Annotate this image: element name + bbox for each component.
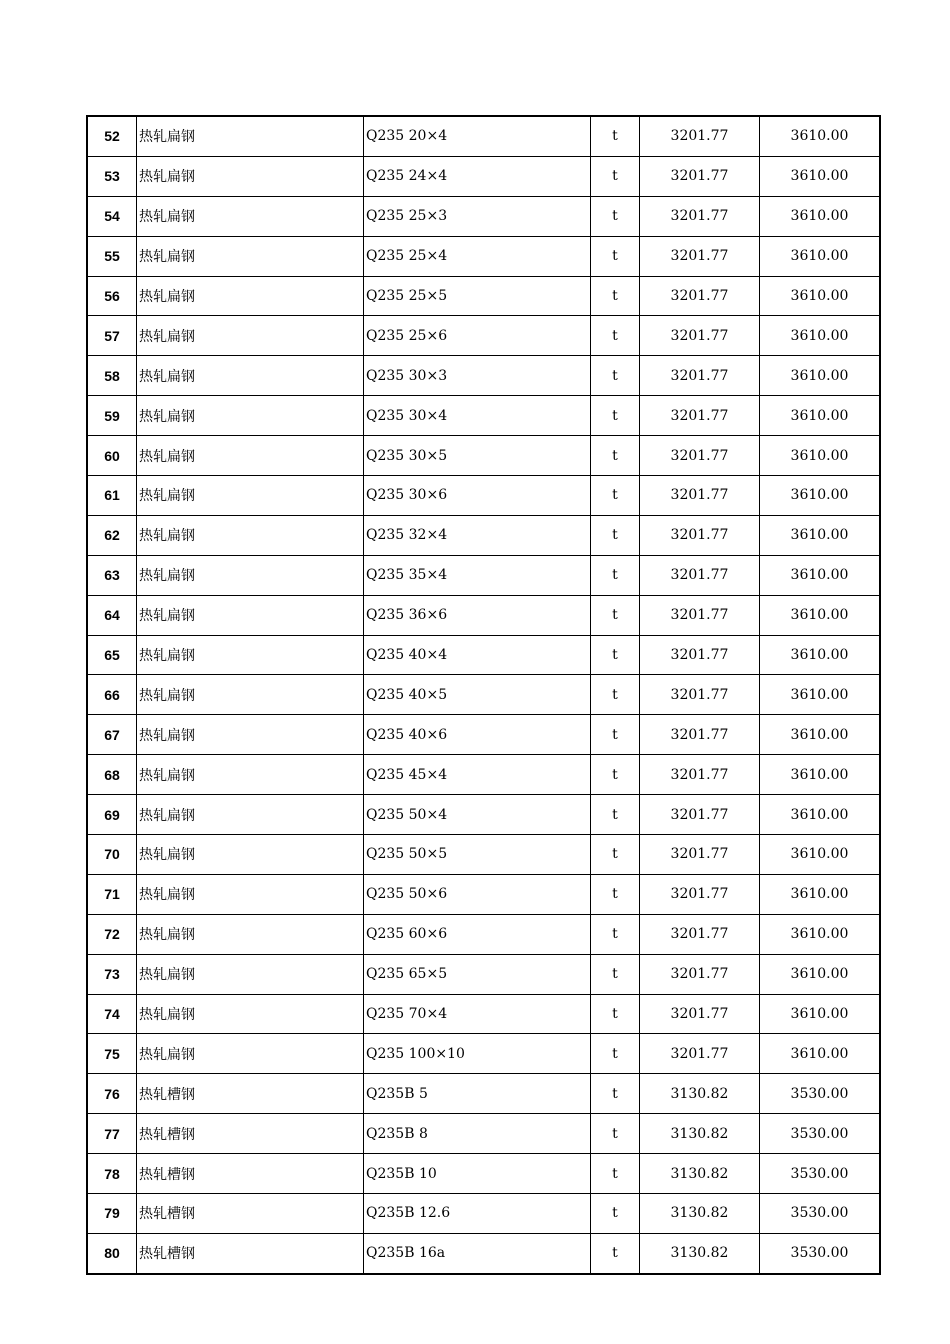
- row-number-cell: 60: [87, 436, 137, 476]
- material-spec-cell: Q235 70×4: [364, 994, 591, 1034]
- table-row: [87, 116, 880, 156]
- price-excl-cell: 3201.77: [640, 1034, 760, 1074]
- unit-cell: t: [591, 994, 640, 1034]
- material-name-cell: 热轧扁钢: [137, 476, 364, 516]
- table-row: [87, 1034, 880, 1074]
- unit-cell: t: [591, 595, 640, 635]
- material-spec-cell: Q235 40×4: [364, 635, 591, 675]
- table-row: [87, 914, 880, 954]
- table-row: [87, 874, 880, 914]
- price-incl-cell: 3610.00: [760, 196, 881, 236]
- table-row: [87, 595, 880, 635]
- price-incl-cell: 3610.00: [760, 675, 881, 715]
- price-excl-cell: 3201.77: [640, 755, 760, 795]
- table-row: [87, 954, 880, 994]
- material-name-cell: 热轧扁钢: [137, 835, 364, 875]
- table-row: [87, 795, 880, 835]
- material-spec-cell: Q235 25×4: [364, 236, 591, 276]
- material-spec-cell: Q235B 12.6: [364, 1194, 591, 1234]
- price-incl-cell: 3530.00: [760, 1194, 881, 1234]
- row-number-cell: 68: [87, 755, 137, 795]
- table-row: [87, 316, 880, 356]
- material-spec-cell: Q235 24×4: [364, 156, 591, 196]
- table-row: [87, 715, 880, 755]
- material-name-cell: 热轧扁钢: [137, 116, 364, 156]
- material-spec-cell: Q235 60×6: [364, 914, 591, 954]
- unit-cell: t: [591, 396, 640, 436]
- row-number-cell: 52: [87, 116, 137, 156]
- material-name-cell: 热轧扁钢: [137, 515, 364, 555]
- price-incl-cell: 3530.00: [760, 1114, 881, 1154]
- table-row: [87, 515, 880, 555]
- row-number-cell: 74: [87, 994, 137, 1034]
- table-row: [87, 196, 880, 236]
- table-row: [87, 835, 880, 875]
- price-excl-cell: 3130.82: [640, 1114, 760, 1154]
- material-name-cell: 热轧扁钢: [137, 436, 364, 476]
- material-spec-cell: Q235 40×5: [364, 675, 591, 715]
- price-incl-cell: 3610.00: [760, 1034, 881, 1074]
- unit-cell: t: [591, 1233, 640, 1273]
- material-name-cell: 热轧扁钢: [137, 156, 364, 196]
- material-name-cell: 热轧槽钢: [137, 1233, 364, 1273]
- material-name-cell: 热轧扁钢: [137, 555, 364, 595]
- row-number-cell: 57: [87, 316, 137, 356]
- material-name-cell: 热轧槽钢: [137, 1074, 364, 1114]
- row-number-cell: 61: [87, 476, 137, 516]
- price-incl-cell: 3610.00: [760, 356, 881, 396]
- row-number-cell: 73: [87, 954, 137, 994]
- price-excl-cell: 3130.82: [640, 1233, 760, 1273]
- price-incl-cell: 3610.00: [760, 396, 881, 436]
- material-spec-cell: Q235 50×4: [364, 795, 591, 835]
- table-row: [87, 555, 880, 595]
- table-row: [87, 396, 880, 436]
- material-spec-cell: Q235 30×4: [364, 396, 591, 436]
- row-number-cell: 71: [87, 874, 137, 914]
- unit-cell: t: [591, 1154, 640, 1194]
- price-incl-cell: 3610.00: [760, 795, 881, 835]
- material-spec-cell: Q235 30×6: [364, 476, 591, 516]
- table-row: [87, 1074, 880, 1114]
- row-number-cell: 75: [87, 1034, 137, 1074]
- material-spec-cell: Q235 50×5: [364, 835, 591, 875]
- row-number-cell: 79: [87, 1194, 137, 1234]
- unit-cell: t: [591, 635, 640, 675]
- unit-cell: t: [591, 874, 640, 914]
- material-spec-cell: Q235 32×4: [364, 515, 591, 555]
- row-number-cell: 67: [87, 715, 137, 755]
- price-excl-cell: 3201.77: [640, 476, 760, 516]
- material-name-cell: 热轧槽钢: [137, 1194, 364, 1234]
- unit-cell: t: [591, 1074, 640, 1114]
- price-excl-cell: 3201.77: [640, 396, 760, 436]
- price-incl-cell: 3610.00: [760, 156, 881, 196]
- material-name-cell: 热轧槽钢: [137, 1154, 364, 1194]
- price-incl-cell: 3610.00: [760, 994, 881, 1034]
- price-excl-cell: 3201.77: [640, 156, 760, 196]
- material-name-cell: 热轧扁钢: [137, 236, 364, 276]
- row-number-cell: 56: [87, 276, 137, 316]
- material-spec-cell: Q235 20×4: [364, 116, 591, 156]
- price-incl-cell: 3530.00: [760, 1074, 881, 1114]
- unit-cell: t: [591, 1034, 640, 1074]
- price-incl-cell: 3610.00: [760, 236, 881, 276]
- material-name-cell: 热轧扁钢: [137, 396, 364, 436]
- unit-cell: t: [591, 276, 640, 316]
- price-incl-cell: 3530.00: [760, 1154, 881, 1194]
- price-excl-cell: 3201.77: [640, 835, 760, 875]
- price-excl-cell: 3201.77: [640, 116, 760, 156]
- table-row: [87, 276, 880, 316]
- row-number-cell: 65: [87, 635, 137, 675]
- material-name-cell: 热轧扁钢: [137, 795, 364, 835]
- price-incl-cell: 3610.00: [760, 436, 881, 476]
- price-incl-cell: 3610.00: [760, 316, 881, 356]
- price-incl-cell: 3610.00: [760, 635, 881, 675]
- unit-cell: t: [591, 954, 640, 994]
- material-name-cell: 热轧扁钢: [137, 316, 364, 356]
- table-row: [87, 1114, 880, 1154]
- row-number-cell: 72: [87, 914, 137, 954]
- price-incl-cell: 3610.00: [760, 116, 881, 156]
- table-row: [87, 755, 880, 795]
- material-spec-cell: Q235 65×5: [364, 954, 591, 994]
- price-excl-cell: 3201.77: [640, 316, 760, 356]
- row-number-cell: 62: [87, 515, 137, 555]
- table-row: [87, 436, 880, 476]
- unit-cell: t: [591, 1194, 640, 1234]
- row-number-cell: 66: [87, 675, 137, 715]
- material-spec-cell: Q235 25×6: [364, 316, 591, 356]
- unit-cell: t: [591, 196, 640, 236]
- material-name-cell: 热轧扁钢: [137, 994, 364, 1034]
- price-excl-cell: 3201.77: [640, 276, 760, 316]
- table-row: [87, 1194, 880, 1234]
- row-number-cell: 58: [87, 356, 137, 396]
- row-number-cell: 63: [87, 555, 137, 595]
- material-spec-cell: Q235 45×4: [364, 755, 591, 795]
- material-name-cell: 热轧扁钢: [137, 276, 364, 316]
- row-number-cell: 78: [87, 1154, 137, 1194]
- material-spec-cell: Q235 40×6: [364, 715, 591, 755]
- unit-cell: t: [591, 515, 640, 555]
- row-number-cell: 54: [87, 196, 137, 236]
- price-incl-cell: 3610.00: [760, 954, 881, 994]
- material-name-cell: 热轧扁钢: [137, 635, 364, 675]
- material-spec-cell: Q235 30×3: [364, 356, 591, 396]
- price-excl-cell: 3201.77: [640, 436, 760, 476]
- table-row: [87, 236, 880, 276]
- table-row: [87, 994, 880, 1034]
- price-incl-cell: 3610.00: [760, 914, 881, 954]
- table-row: [87, 1233, 880, 1273]
- price-incl-cell: 3610.00: [760, 276, 881, 316]
- table-row: [87, 635, 880, 675]
- material-name-cell: 热轧扁钢: [137, 196, 364, 236]
- material-spec-cell: Q235 30×5: [364, 436, 591, 476]
- material-name-cell: 热轧槽钢: [137, 1114, 364, 1154]
- material-spec-cell: Q235B 16a: [364, 1233, 591, 1273]
- unit-cell: t: [591, 236, 640, 276]
- unit-cell: t: [591, 755, 640, 795]
- material-name-cell: 热轧扁钢: [137, 356, 364, 396]
- price-excl-cell: 3201.77: [640, 954, 760, 994]
- unit-cell: t: [591, 356, 640, 396]
- price-excl-cell: 3201.77: [640, 635, 760, 675]
- price-excl-cell: 3201.77: [640, 555, 760, 595]
- price-incl-cell: 3610.00: [760, 835, 881, 875]
- material-name-cell: 热轧扁钢: [137, 595, 364, 635]
- price-excl-cell: 3201.77: [640, 675, 760, 715]
- row-number-cell: 80: [87, 1233, 137, 1273]
- unit-cell: t: [591, 715, 640, 755]
- price-incl-cell: 3610.00: [760, 476, 881, 516]
- material-name-cell: 热轧扁钢: [137, 954, 364, 994]
- table-row: [87, 476, 880, 516]
- row-number-cell: 53: [87, 156, 137, 196]
- price-excl-cell: 3130.82: [640, 1074, 760, 1114]
- price-excl-cell: 3201.77: [640, 515, 760, 555]
- row-number-cell: 59: [87, 396, 137, 436]
- material-name-cell: 热轧扁钢: [137, 874, 364, 914]
- table-row: [87, 156, 880, 196]
- price-excl-cell: 3201.77: [640, 874, 760, 914]
- material-spec-cell: Q235 35×4: [364, 555, 591, 595]
- price-excl-cell: 3201.77: [640, 795, 760, 835]
- material-spec-cell: Q235 25×3: [364, 196, 591, 236]
- table-row: [87, 675, 880, 715]
- price-incl-cell: 3610.00: [760, 595, 881, 635]
- price-excl-cell: 3201.77: [640, 715, 760, 755]
- price-incl-cell: 3610.00: [760, 874, 881, 914]
- unit-cell: t: [591, 675, 640, 715]
- price-excl-cell: 3201.77: [640, 914, 760, 954]
- price-incl-cell: 3610.00: [760, 515, 881, 555]
- price-incl-cell: 3610.00: [760, 555, 881, 595]
- unit-cell: t: [591, 476, 640, 516]
- unit-cell: t: [591, 436, 640, 476]
- unit-cell: t: [591, 116, 640, 156]
- price-excl-cell: 3201.77: [640, 356, 760, 396]
- material-spec-cell: Q235B 10: [364, 1154, 591, 1194]
- row-number-cell: 76: [87, 1074, 137, 1114]
- unit-cell: t: [591, 835, 640, 875]
- price-table-body: [87, 116, 880, 1274]
- price-excl-cell: 3201.77: [640, 595, 760, 635]
- material-name-cell: 热轧扁钢: [137, 715, 364, 755]
- material-spec-cell: Q235 25×5: [364, 276, 591, 316]
- material-spec-cell: Q235B 5: [364, 1074, 591, 1114]
- price-excl-cell: 3130.82: [640, 1194, 760, 1234]
- unit-cell: t: [591, 914, 640, 954]
- material-name-cell: 热轧扁钢: [137, 1034, 364, 1074]
- table-row: [87, 1154, 880, 1194]
- unit-cell: t: [591, 795, 640, 835]
- unit-cell: t: [591, 1114, 640, 1154]
- unit-cell: t: [591, 316, 640, 356]
- price-excl-cell: 3201.77: [640, 236, 760, 276]
- material-name-cell: 热轧扁钢: [137, 675, 364, 715]
- price-incl-cell: 3610.00: [760, 755, 881, 795]
- row-number-cell: 69: [87, 795, 137, 835]
- unit-cell: t: [591, 555, 640, 595]
- row-number-cell: 70: [87, 835, 137, 875]
- price-incl-cell: 3610.00: [760, 715, 881, 755]
- row-number-cell: 77: [87, 1114, 137, 1154]
- row-number-cell: 64: [87, 595, 137, 635]
- table-row: [87, 356, 880, 396]
- price-incl-cell: 3530.00: [760, 1233, 881, 1273]
- price-excl-cell: 3201.77: [640, 196, 760, 236]
- row-number-cell: 55: [87, 236, 137, 276]
- material-spec-cell: Q235 50×6: [364, 874, 591, 914]
- material-name-cell: 热轧扁钢: [137, 914, 364, 954]
- price-excl-cell: 3201.77: [640, 994, 760, 1034]
- unit-cell: t: [591, 156, 640, 196]
- material-spec-cell: Q235B 8: [364, 1114, 591, 1154]
- price-excl-cell: 3130.82: [640, 1154, 760, 1194]
- material-name-cell: 热轧扁钢: [137, 755, 364, 795]
- price-table: [86, 115, 881, 1275]
- material-spec-cell: Q235 36×6: [364, 595, 591, 635]
- material-spec-cell: Q235 100×10: [364, 1034, 591, 1074]
